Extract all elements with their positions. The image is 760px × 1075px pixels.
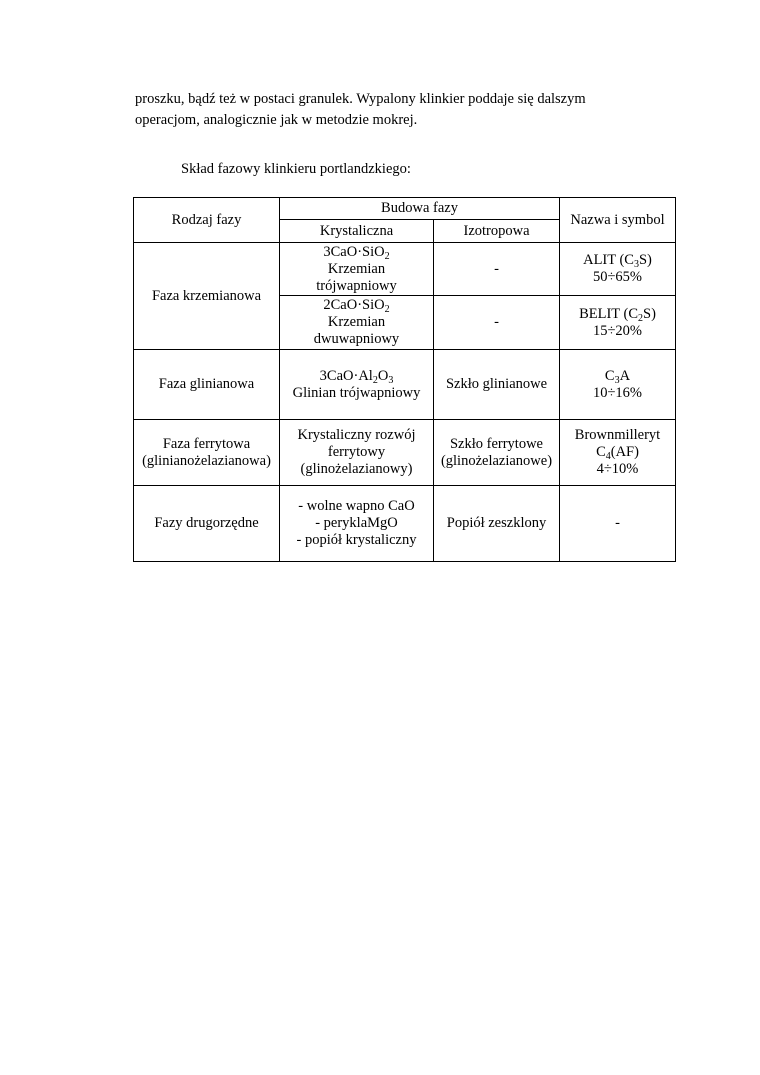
alite-name-2: trójwapniowy <box>316 277 397 294</box>
ferrite-phase-1: Faza ferrytowa <box>162 435 251 452</box>
header-row-1 <box>134 198 676 220</box>
header-crystalline: Krystaliczna <box>280 220 434 243</box>
belite-name-2: dwuwapniowy <box>313 331 400 347</box>
ferrite-cryst-2: ferrytowy <box>327 444 386 460</box>
cell-ferrite-phase <box>134 420 280 486</box>
header-structure: Budowa fazy <box>280 198 560 220</box>
secondary-cryst-1: - wolne wapno CaO <box>298 498 415 514</box>
intro-line-2: operacjom, analogicznie jak w metodzie mokrej. <box>135 112 418 128</box>
ferrite-iso-2: (glinożelazianowe) <box>440 452 553 469</box>
header-isotropic: Izotropowa <box>434 220 560 243</box>
belite-range: 15÷20% <box>592 322 643 339</box>
cell-belite-symbol <box>560 296 676 350</box>
cell-secondary-symbol: - <box>560 486 676 562</box>
ferrite-name: Brownmilleryt <box>574 427 661 443</box>
belite-name-1: Krzemian <box>327 314 386 330</box>
intro-line-1: proszku, bądź też w postaci granulek. Wypalony klinkier poddaje się dalszym <box>135 91 586 107</box>
aluminate-name: Glinian trójwapniowy <box>292 384 421 401</box>
ferrite-symbol: $C_4(AF)$ <box>596 444 639 462</box>
belite-symbol: BELIT $(C_2S)$ <box>579 305 656 324</box>
cell-ferrite-crystalline <box>280 420 434 486</box>
cell-secondary-isotropic: Popiół zeszklony <box>434 486 560 562</box>
secondary-cryst-3: - popiół krystaliczny <box>296 532 417 548</box>
ferrite-iso-1: Szkło ferrytowe <box>449 435 543 452</box>
table-caption: Skład fazowy klinkieru portlandzkiego: <box>181 161 411 177</box>
ferrite-range: 4÷10% <box>596 461 639 477</box>
row-aluminate <box>134 350 676 420</box>
cell-aluminate-phase: Faza glinianowa <box>134 350 280 420</box>
cell-alite-isotropic: - <box>434 243 560 296</box>
ferrite-cryst-1: Krystaliczny rozwój <box>297 427 416 443</box>
cell-belite-crystalline <box>280 296 434 350</box>
cell-ferrite-isotropic <box>434 420 560 486</box>
cell-silicate-phase: Faza krzemianowa <box>134 243 280 350</box>
row-alite <box>134 243 676 296</box>
phase-composition-table <box>133 197 676 562</box>
secondary-cryst-2: - peryklaMgO <box>315 515 398 531</box>
cell-aluminate-crystalline <box>280 350 434 420</box>
cell-secondary-crystalline <box>280 486 434 562</box>
alite-range: 50÷65% <box>592 269 643 285</box>
cell-aluminate-symbol <box>560 350 676 420</box>
cell-alite-crystalline <box>280 243 434 296</box>
ferrite-cryst-3: (glinożelazianowy) <box>300 461 413 477</box>
cell-aluminate-isotropic: Szkło glinianowe <box>434 350 560 420</box>
cell-alite-symbol <box>560 243 676 296</box>
aluminate-symbol: $C_3A$ <box>604 367 631 386</box>
header-phase-type: Rodzaj fazy <box>134 198 280 243</box>
row-ferrite <box>134 420 676 486</box>
cell-ferrite-symbol <box>560 420 676 486</box>
aluminate-formula: $3CaO\cdot Al_2O_3$ <box>319 367 394 386</box>
alite-formula: 3CaO·SiO$_2$ <box>323 243 390 262</box>
ferrite-phase-2: (glinianożelazianowa) <box>142 452 271 469</box>
header-name-symbol: Nazwa i symbol <box>560 198 676 243</box>
intro-paragraph <box>135 89 635 131</box>
row-secondary <box>134 486 676 562</box>
aluminate-range: 10÷16% <box>592 384 643 401</box>
belite-formula: 2CaO·SiO$_2$ <box>323 297 390 315</box>
cell-secondary-phase: Fazy drugorzędne <box>134 486 280 562</box>
alite-name-1: Krzemian <box>327 260 386 277</box>
alite-symbol: ALIT $(C_3S)$ <box>583 252 652 270</box>
cell-belite-isotropic: - <box>434 296 560 350</box>
